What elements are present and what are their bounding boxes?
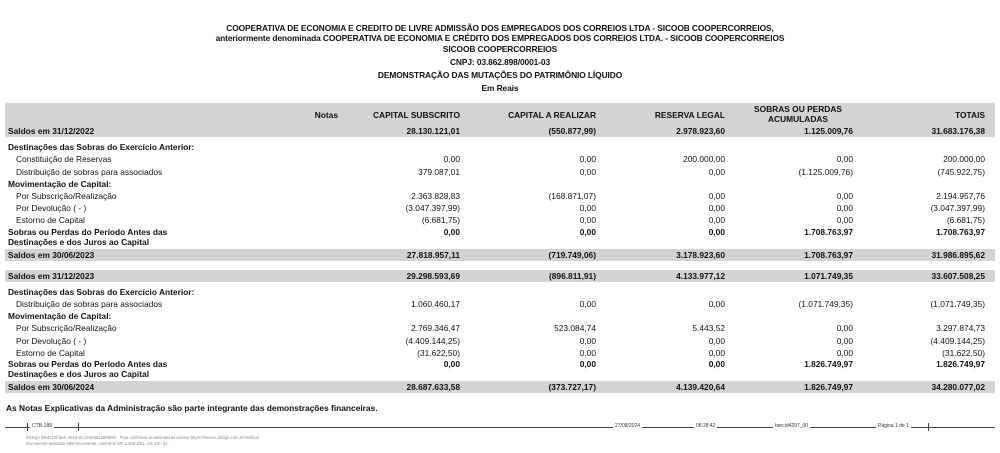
row-label: Saldos em 30/06/2024 <box>8 382 95 392</box>
table-row-saldo <box>5 249 995 261</box>
cell-reserva-legal: 4.133.977,12 <box>676 270 725 281</box>
cell-sobras-perdas: 1.708.763,97 <box>804 249 853 260</box>
table-header <box>5 103 995 125</box>
cell-capital-a-realizar: 0,00 <box>579 347 596 358</box>
row-label: Destinações das Sobras do Exercício Anterior: <box>8 286 195 297</box>
table-row-section <box>5 286 995 298</box>
table-row-item <box>5 347 995 359</box>
signature-legal: Documento assinado eletronicamente, conforme MP 2.200-2/01, Art. 10º, §2. <box>26 441 169 446</box>
row-label: Movimentação de Capital: <box>8 311 112 322</box>
footer-page: Página 1 de 1 <box>878 423 909 429</box>
cell-capital-subscrito: 0,00 <box>443 154 460 165</box>
cell-sobras-perdas: 0,00 <box>836 347 853 358</box>
cell-capital-a-realizar: 0,00 <box>579 299 596 310</box>
table-row-item <box>5 153 995 165</box>
cell-totais: 34.280.077,02 <box>931 382 985 392</box>
table-row-result <box>5 359 995 381</box>
row-label: Por Devolução ( - ) <box>16 203 87 214</box>
footer-rule <box>5 427 995 428</box>
cell-capital-a-realizar: 523.084,74 <box>554 323 596 334</box>
table-row-item <box>5 214 995 226</box>
row-label: Sobras ou Perdas do Período Antes das Destinações e dos Juros ao Capital <box>8 226 168 247</box>
cell-capital-subscrito: (31.622,50) <box>417 347 460 358</box>
cell-reserva-legal: 5.443,52 <box>692 323 725 334</box>
cell-capital-a-realizar: 0,00 <box>579 154 596 165</box>
cell-capital-subscrito: 0,00 <box>443 359 460 369</box>
col-reserva-legal: RESERVA LEGAL <box>654 110 725 120</box>
equity-changes-table <box>5 103 995 393</box>
company-name: COOPERATIVA DE ECONOMIA E CREDITO DE LIVRE ADMISSÃO DOS EMPREGADOS DOS CORREIOS LTDA - SICOOB COOPERCORREIOS, <box>226 23 774 33</box>
spacer <box>5 261 995 270</box>
col-sobras-perdas: SOBRAS OU PERDAS ACUMULADAS <box>754 104 842 124</box>
table-row-section <box>5 178 995 190</box>
cell-capital-a-realizar: (550.877,99) <box>548 126 596 136</box>
cell-reserva-legal: 0,00 <box>708 226 725 237</box>
col-totais: TOTAIS <box>955 110 985 120</box>
cell-capital-a-realizar: (373.727,17) <box>548 382 596 392</box>
cell-totais: 33.607.508,25 <box>931 270 985 281</box>
footer-user: bercid4297_00 <box>775 423 809 429</box>
row-label: Movimentação de Capital: <box>8 178 112 189</box>
table-row-result <box>5 227 995 249</box>
cell-capital-a-realizar: 0,00 <box>579 335 596 346</box>
footer-time: 08:28:42 <box>696 423 716 429</box>
cell-totais: (31.622,50) <box>942 347 985 358</box>
table-row-saldo <box>5 125 995 137</box>
row-label: Constituição de Reservas <box>16 154 112 165</box>
cell-totais: 1.826.749,97 <box>936 359 985 369</box>
report-title: DEMONSTRAÇÃO DAS MUTAÇÕES DO PATRIMÔNIO LÍQUIDO <box>377 70 623 80</box>
cell-capital-a-realizar: 0,00 <box>579 203 596 214</box>
cell-sobras-perdas: 1.826.749,97 <box>804 382 853 392</box>
cell-capital-a-realizar: (719.749,06) <box>548 249 596 260</box>
row-label: Distribuição de sobras para associados <box>16 166 163 177</box>
cell-sobras-perdas: 0,00 <box>836 323 853 334</box>
table-row-item <box>5 322 995 334</box>
cell-sobras-perdas: 1.708.763,97 <box>804 226 853 237</box>
row-label: Estorno de Capital <box>16 347 85 358</box>
cell-reserva-legal: 0,00 <box>708 203 725 214</box>
cell-capital-a-realizar: 0,00 <box>579 359 596 369</box>
cell-capital-a-realizar: (168.871,07) <box>548 190 596 201</box>
cell-reserva-legal: 0,00 <box>708 335 725 346</box>
footer-report-code: CTB-188 <box>32 423 53 429</box>
table-row-item <box>5 202 995 214</box>
cell-reserva-legal: 0,00 <box>708 190 725 201</box>
footer-tick <box>78 423 79 431</box>
row-label: Sobras ou Perdas do Período Antes das Destinações e dos Juros ao Capital <box>8 359 168 379</box>
cell-totais: 2.194.957,76 <box>936 190 985 201</box>
cell-sobras-perdas: 1.125.009,76 <box>804 126 853 136</box>
cell-reserva-legal: 3.178.923,60 <box>676 249 725 260</box>
col-capital-subscrito: CAPITAL SUBSCRITO <box>372 110 460 120</box>
cell-reserva-legal: 4.139.420,64 <box>676 382 725 392</box>
cell-totais: (6.681,75) <box>946 215 985 226</box>
cell-capital-a-realizar: 0,00 <box>579 226 596 237</box>
col-capital-a-realizar: CAPITAL A REALIZAR <box>508 110 596 120</box>
table-row-section <box>5 141 995 153</box>
row-label: Saldos em 31/12/2023 <box>8 270 95 281</box>
cell-totais: 31.986.895,62 <box>931 249 985 260</box>
row-label: Distribuição de sobras para associados <box>16 299 163 310</box>
cell-capital-subscrito: 1.060.460,17 <box>411 299 460 310</box>
cell-totais: (4.409.144,25) <box>930 335 985 346</box>
cell-capital-subscrito: (3.047.397,99) <box>405 203 460 214</box>
cnpj: CNPJ: 03.862.898/0001-03 <box>449 57 551 67</box>
row-label: Saldos em 30/06/2023 <box>8 249 95 260</box>
row-label: Destinações das Sobras do Exercício Anterior: <box>8 142 195 153</box>
col-notas: Notas <box>314 110 338 120</box>
cell-sobras-perdas: (1.125.009,76) <box>798 166 853 177</box>
cell-totais: 200.000,00 <box>943 154 985 165</box>
cell-capital-subscrito: (6.681,75) <box>421 215 460 226</box>
cell-reserva-legal: 0,00 <box>708 359 725 369</box>
cell-sobras-perdas: 1.826.749,97 <box>804 359 853 369</box>
cell-reserva-legal: 0,00 <box>708 299 725 310</box>
company-short-name: SICOOB COOPERCORREIOS <box>442 44 558 54</box>
footer-tick <box>27 423 28 431</box>
cell-capital-a-realizar: 0,00 <box>579 215 596 226</box>
cell-sobras-perdas: 0,00 <box>836 154 853 165</box>
table-row-saldo <box>5 381 995 393</box>
cell-totais: (1.071.749,35) <box>930 299 985 310</box>
cell-capital-subscrito: 2.769.346,47 <box>411 323 460 334</box>
cell-sobras-perdas: 1.071.749,35 <box>804 270 853 281</box>
cell-totais: (3.047.397,99) <box>930 203 985 214</box>
cell-reserva-legal: 2.978.923,60 <box>676 126 725 136</box>
cell-capital-subscrito: 2.363.828,83 <box>411 190 460 201</box>
cell-sobras-perdas: 0,00 <box>836 203 853 214</box>
signature-info: D4Sign f06d014f-facb-4518-9c14-65661a5f0863 - Para confirmar as assinaturas acesse https://secure.d4sign.com.br/verificar <box>26 435 260 440</box>
cell-totais: 31.683.176,38 <box>931 126 985 136</box>
table-row-item <box>5 190 995 202</box>
cell-capital-subscrito: 27.818.957,11 <box>406 249 460 260</box>
footer-date: 27/08/2024 <box>615 423 641 429</box>
cell-reserva-legal: 200.000,00 <box>683 154 725 165</box>
cell-capital-subscrito: 379.087,01 <box>418 166 460 177</box>
cell-sobras-perdas: (1.071.749,35) <box>798 299 853 310</box>
cell-sobras-perdas: 0,00 <box>836 190 853 201</box>
cell-reserva-legal: 0,00 <box>708 215 725 226</box>
company-former-name: anteriormente denominada COOPERATIVA DE ECONOMIA E CRÉDITO DOS EMPREGADOS DOS CORREIOS LTDA. - SICOOB COOPERCORREIOS <box>215 33 785 43</box>
table-body <box>5 125 995 393</box>
cell-totais: (745.922,75) <box>937 166 985 177</box>
table-row-item <box>5 166 995 178</box>
cell-reserva-legal: 0,00 <box>708 166 725 177</box>
table-row-saldo <box>5 270 995 282</box>
cell-capital-subscrito: 29.298.593,69 <box>406 270 460 281</box>
cell-capital-subscrito: (4.409.144,25) <box>405 335 460 346</box>
cell-sobras-perdas: 0,00 <box>836 215 853 226</box>
cell-sobras-perdas: 0,00 <box>836 335 853 346</box>
cell-reserva-legal: 0,00 <box>708 347 725 358</box>
footnote: As Notas Explicativas da Administração são parte integrante das demonstrações financeiras. <box>6 403 378 413</box>
footer-tick <box>928 423 929 431</box>
row-label: Estorno de Capital <box>16 215 85 226</box>
cell-capital-a-realizar: (896.811,91) <box>548 270 596 281</box>
currency-unit: Em Reais <box>481 83 519 93</box>
row-label: Por Subscrição/Realização <box>16 190 117 201</box>
cell-totais: 1.708.763,97 <box>936 226 985 237</box>
row-label: Por Devolução ( - ) <box>16 335 87 346</box>
cell-capital-subscrito: 28.130.121,01 <box>406 126 460 136</box>
cell-totais: 3.297.874,73 <box>936 323 985 334</box>
row-label: Saldos em 31/12/2022 <box>8 126 95 136</box>
table-row-item <box>5 298 995 310</box>
table-row-item <box>5 335 995 347</box>
cell-capital-a-realizar: 0,00 <box>579 166 596 177</box>
table-row-section <box>5 310 995 322</box>
row-label: Por Subscrição/Realização <box>16 323 117 334</box>
cell-capital-subscrito: 28.687.633,58 <box>406 382 460 392</box>
cell-capital-subscrito: 0,00 <box>443 226 460 237</box>
